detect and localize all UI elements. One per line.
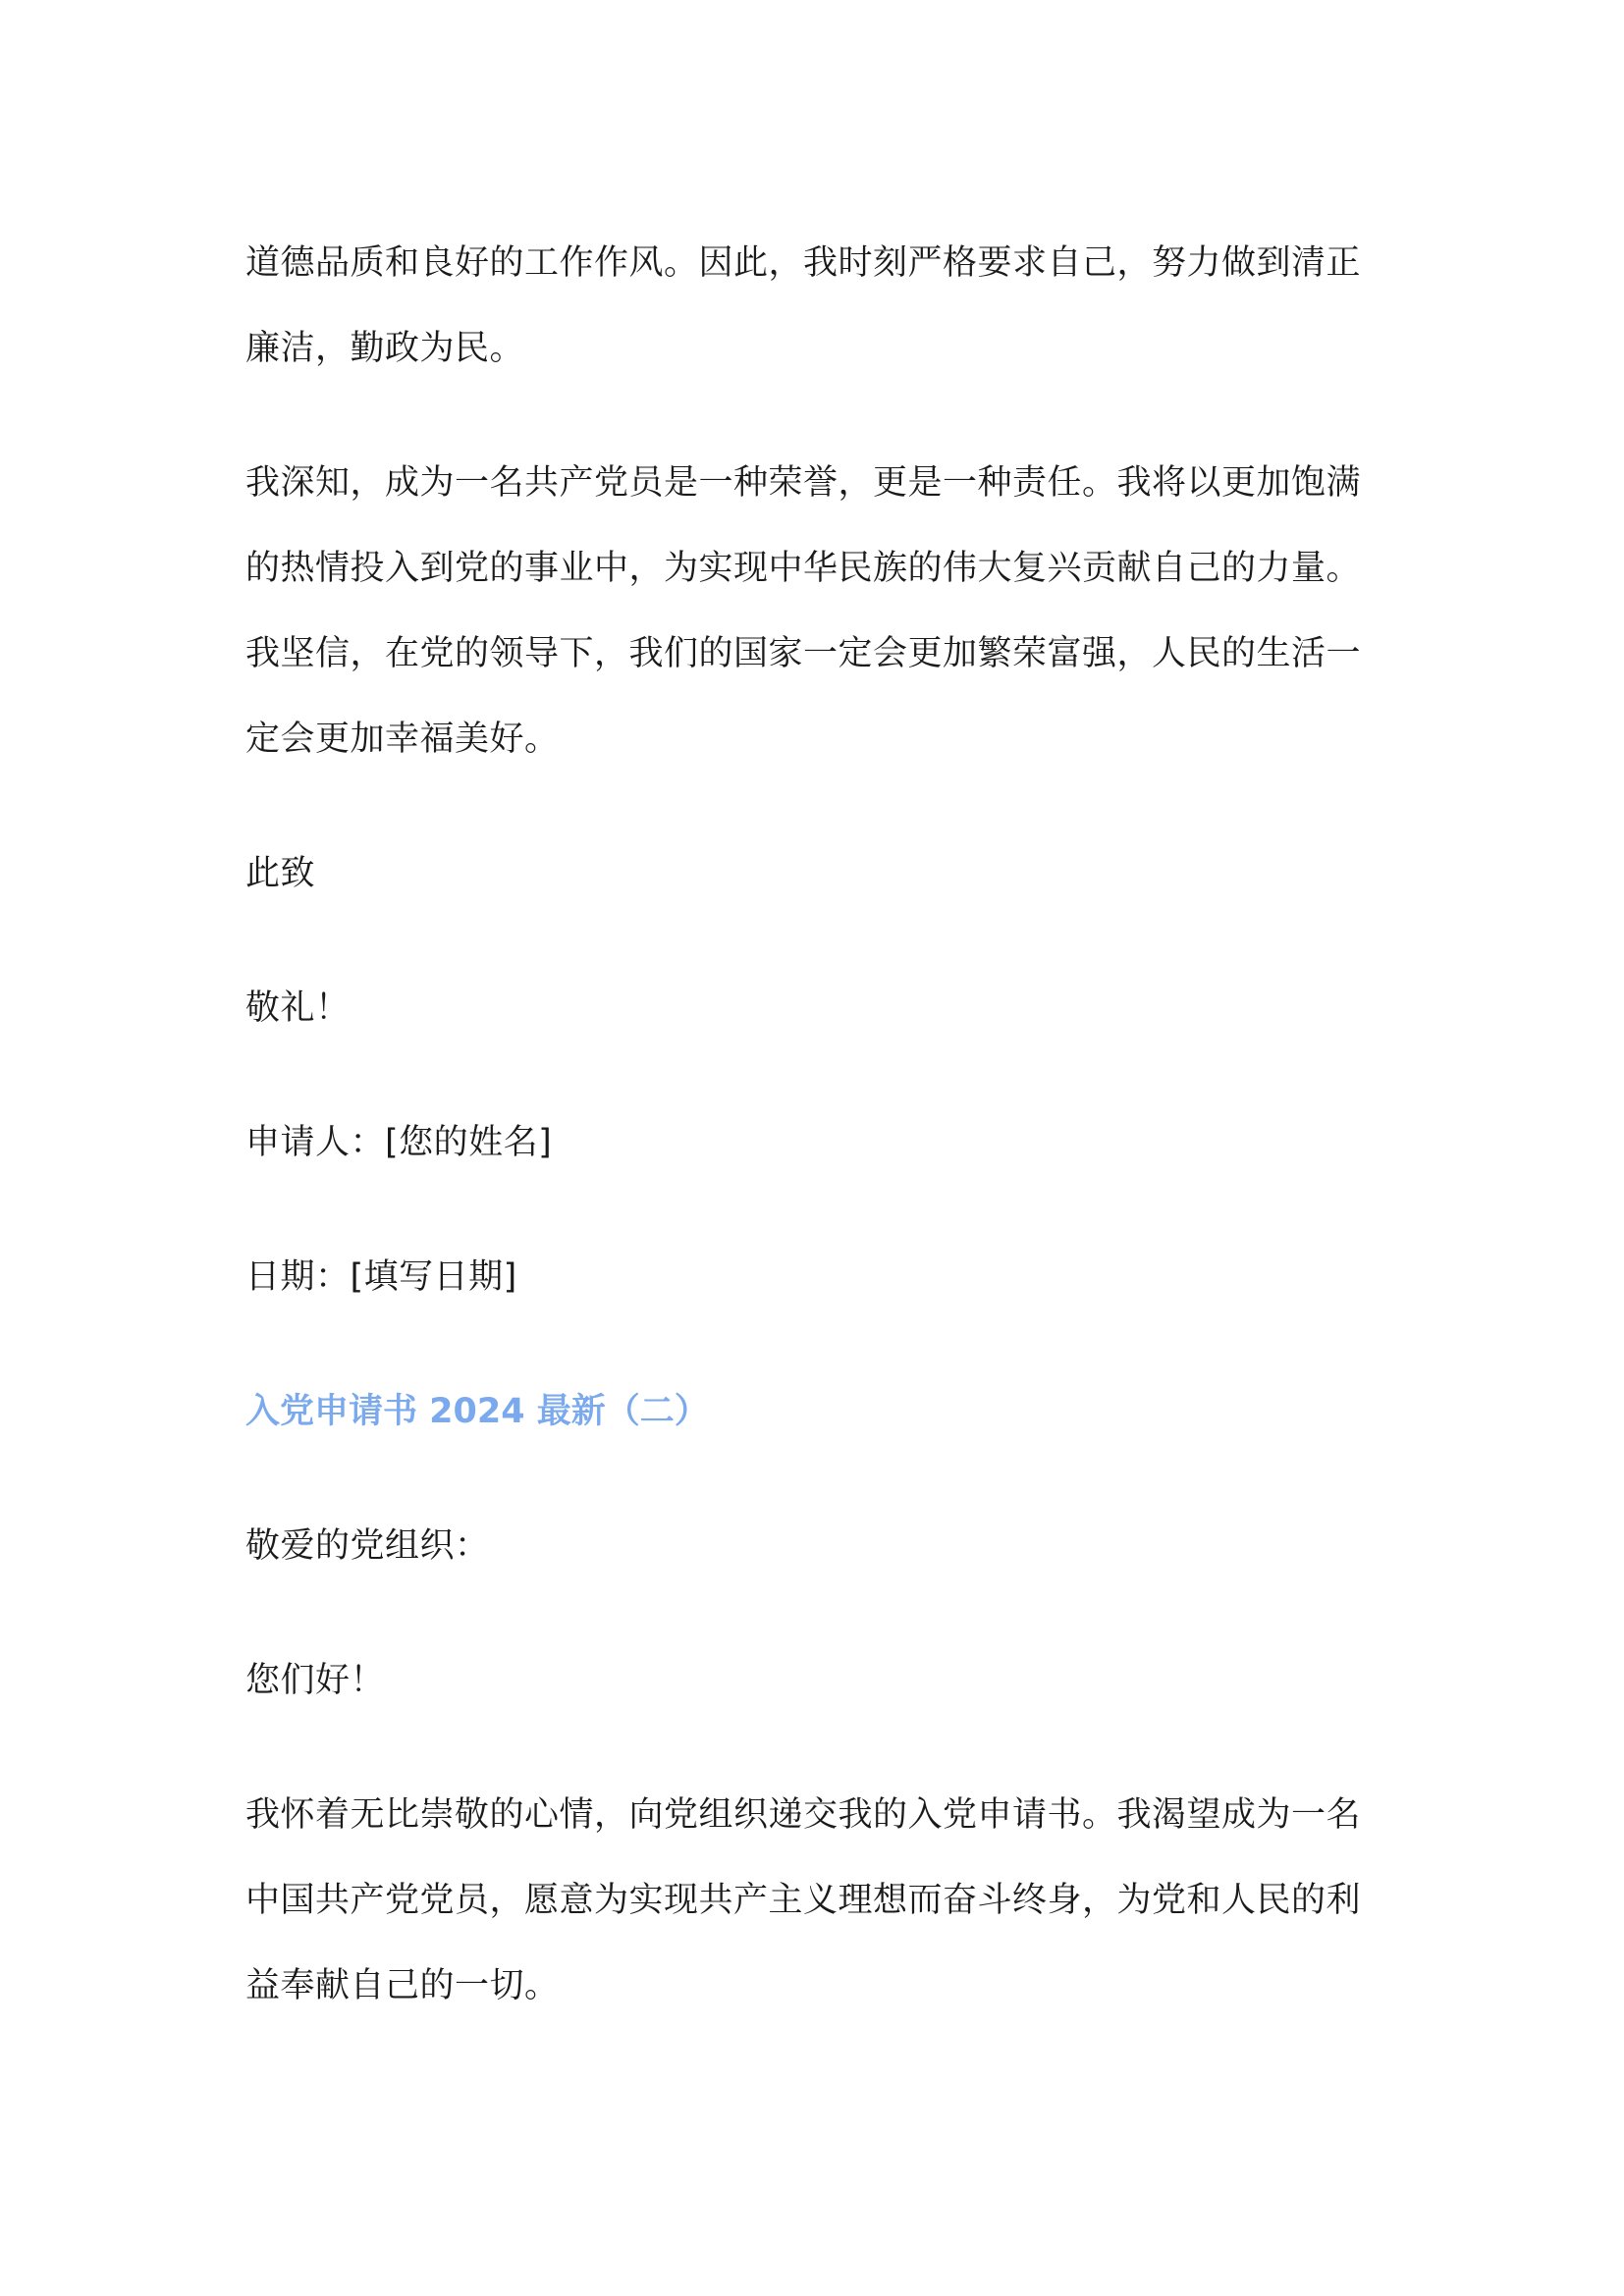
text-line: 定会更加幸福美好。	[245, 720, 560, 759]
paragraph-integrity	[245, 221, 1384, 392]
salutation	[245, 1504, 1384, 1589]
text-line: 我怀着无比崇敬的心情，向党组织递交我的入党申请书。我渴望成为一名	[245, 1795, 1362, 1835]
section-heading: 入党申请书 2024 最新（二）	[245, 1392, 709, 1431]
paragraph-aspiration	[245, 1773, 1384, 2029]
text-line: 道德品质和良好的工作作风。因此，我时刻严格要求自己，努力做到清正	[245, 243, 1362, 283]
text-line: 我坚信，在党的领导下，我们的国家一定会更加繁荣富强，人民的生活一	[245, 634, 1362, 673]
text-line: 此致	[245, 854, 316, 893]
text-line: 敬礼！	[245, 988, 351, 1028]
applicant-name	[245, 1100, 1384, 1186]
text-line: 益奉献自己的一切。	[245, 1966, 560, 2005]
text-line: 日期：[填写日期]	[245, 1257, 517, 1297]
text-line: 敬爱的党组织：	[245, 1526, 490, 1566]
text-line: 申请人：[您的姓名]	[245, 1123, 553, 1162]
closing-jingli	[245, 966, 1384, 1051]
text-line: 您们好！	[245, 1661, 386, 1700]
text-line: 的热情投入到党的事业中，为实现中华民族的伟大复兴贡献自己的力量。	[245, 549, 1362, 588]
text-line: 中国共产党党员，愿意为实现共产主义理想而奋斗终身，为党和人民的利	[245, 1881, 1362, 1920]
document-body	[245, 221, 1384, 2078]
application-date	[245, 1235, 1384, 1320]
paragraph-commitment	[245, 441, 1384, 782]
text-line: 我深知，成为一名共产党员是一种荣誉，更是一种责任。我将以更加饱满	[245, 463, 1362, 503]
closing-cizhi	[245, 831, 1384, 917]
greeting	[245, 1638, 1384, 1724]
text-line: 廉洁，勤政为民。	[245, 329, 525, 368]
